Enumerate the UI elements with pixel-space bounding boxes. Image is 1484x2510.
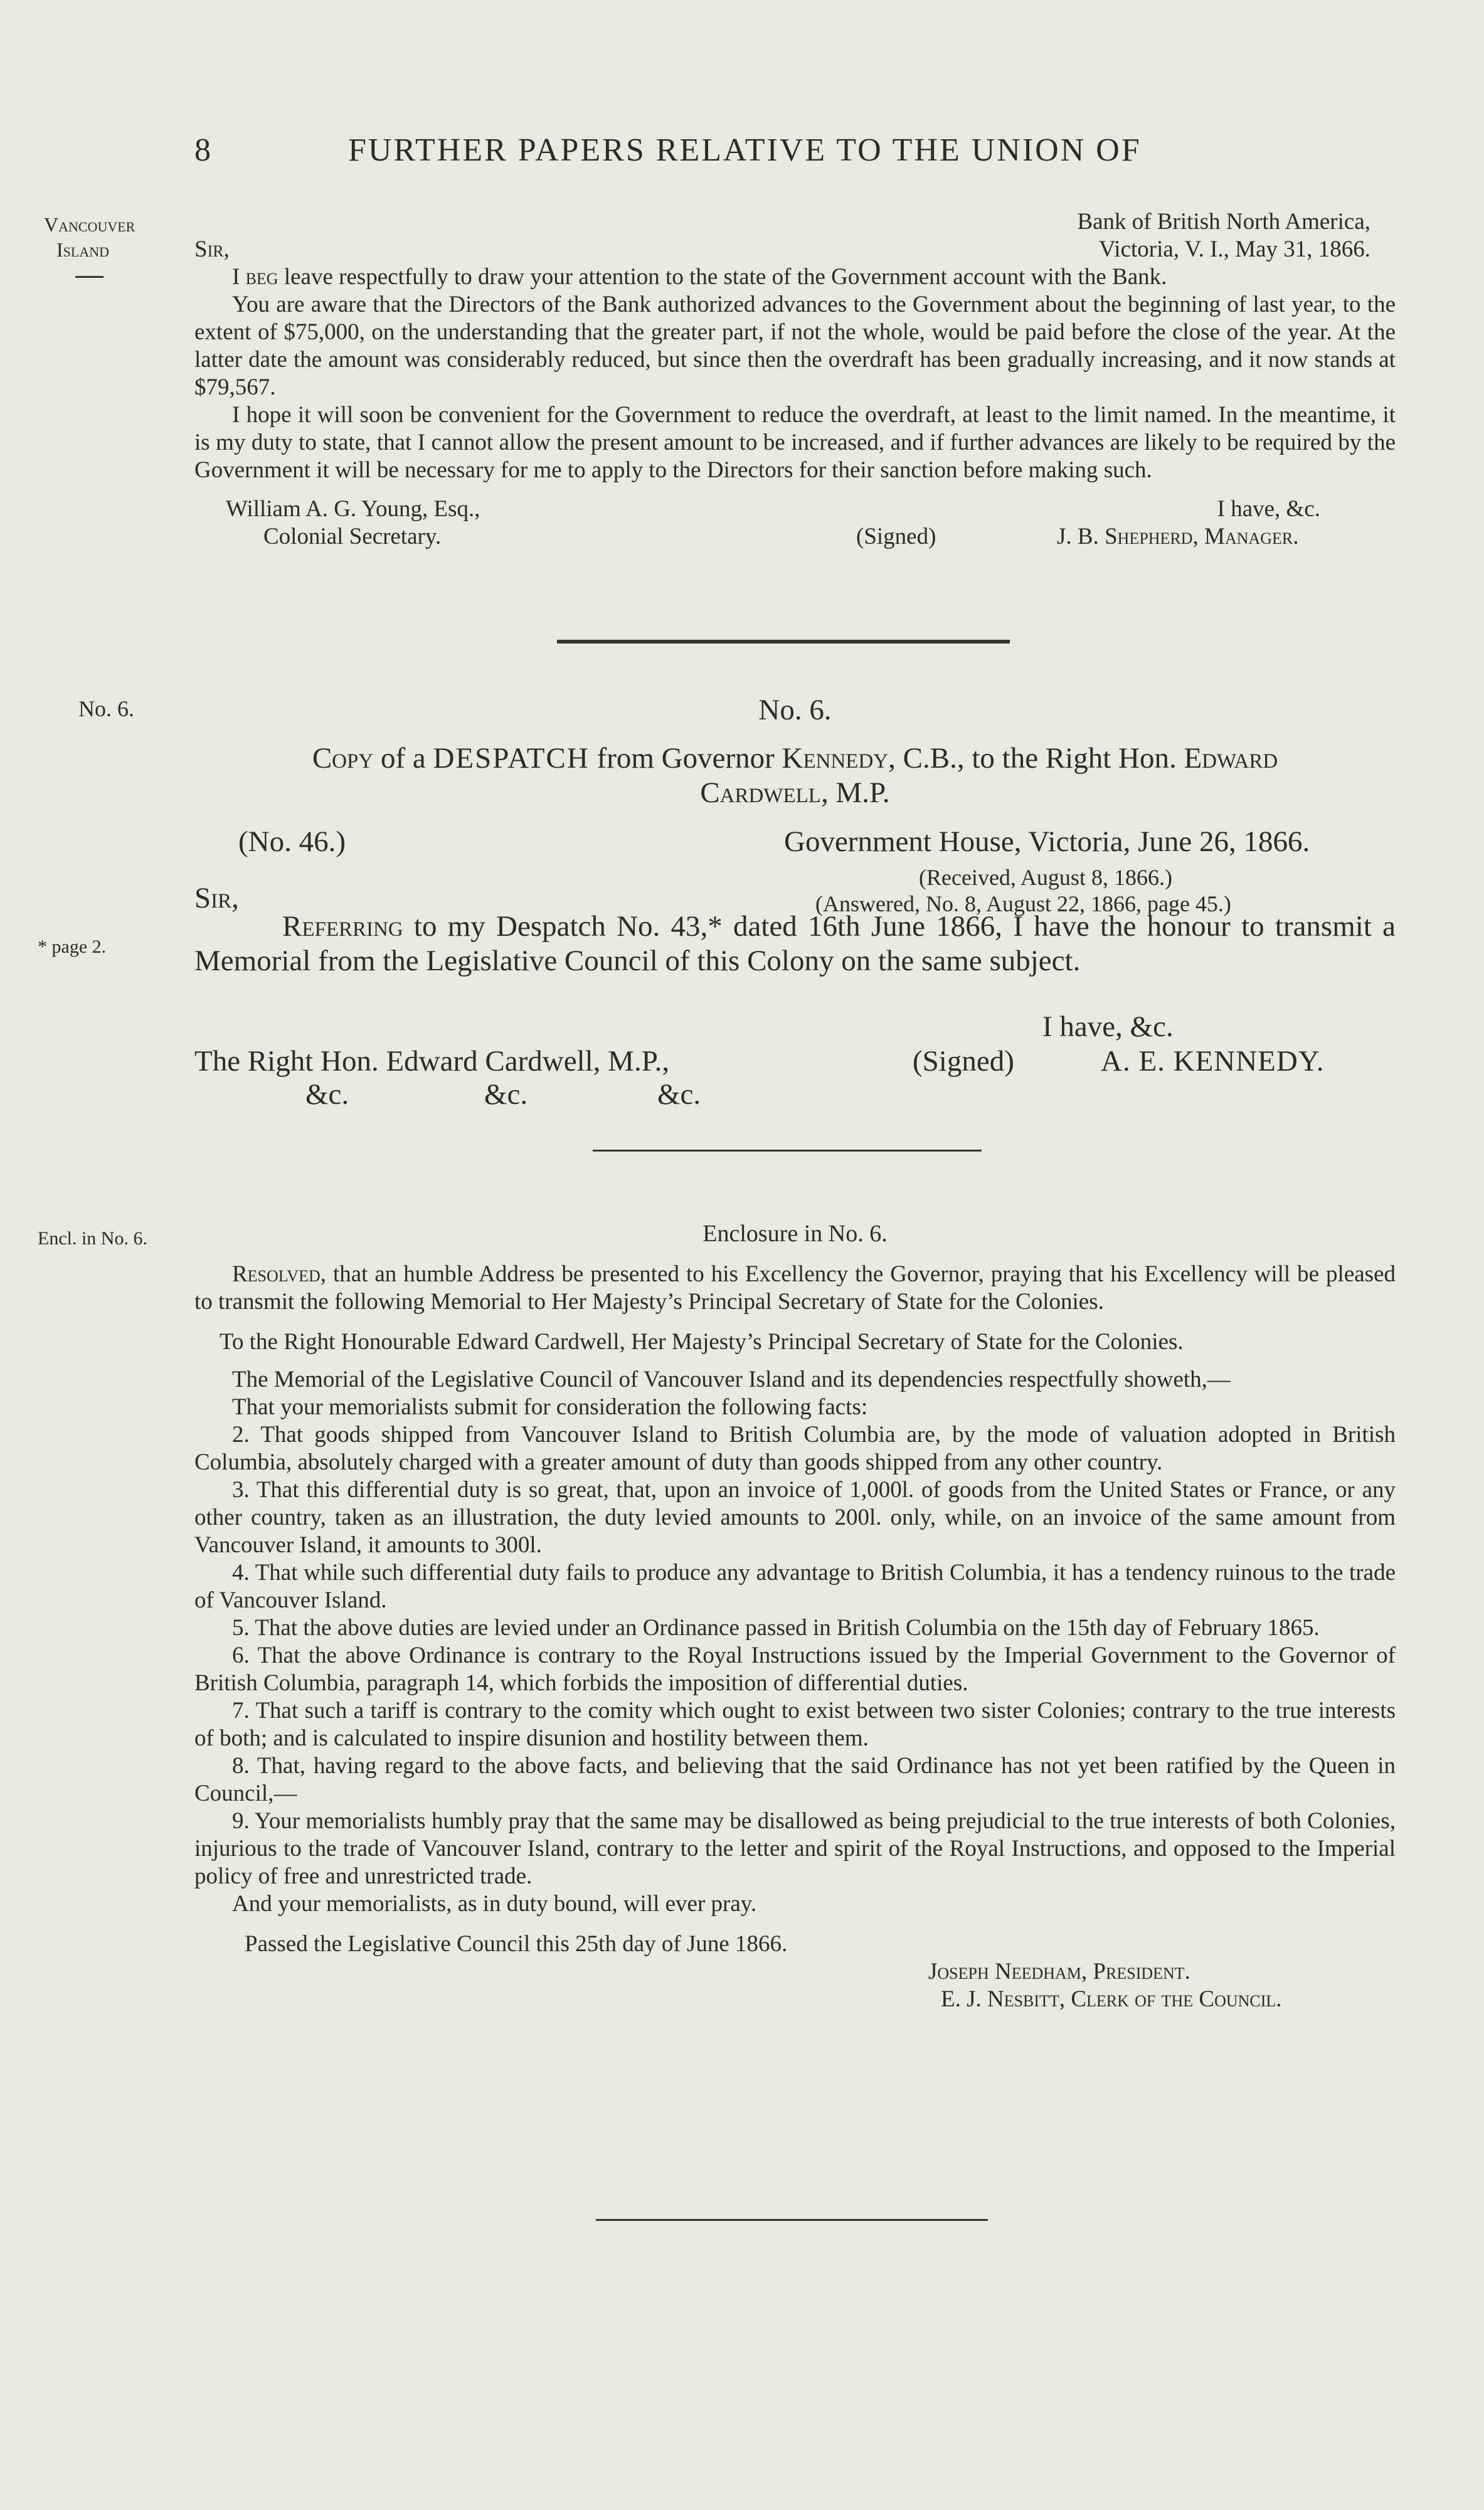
memorial-item: And your memorialists, as in duty bound, will ever pray.	[232, 1891, 757, 1917]
resolved-text: , that an humble Address be presented to his Excellency the Governor, praying that his Excellency will be pleased to transmit the following Memorial to Her Majesty’s Principal Secretary of State for the Colonies.	[194, 1261, 1396, 1315]
memorial-item: 8. That, having regard to the above facts, and believing that the said Ordinance has not yet been ratified by the Queen in Council,—	[194, 1753, 1396, 1806]
memorial-item: 7. That such a tariff is contrary to the comity which ought to exist between two sister Colonies; contrary to the true interests of both; and is calculated to inspire disunion and hostility between them.	[194, 1698, 1396, 1751]
despatch-number: No. 6.	[758, 694, 832, 726]
letter-signer: J. B. Shepherd, Manager.	[1057, 524, 1299, 549]
letter-signed: (Signed)	[856, 524, 936, 549]
despatch-body-text: to my Despatch No. 43,* dated 16th June 1866, I have the honour to transmit a Memorial from the Legislative Council of this Colony on the same subject.	[194, 910, 1396, 977]
resolved-lead: Resolved	[232, 1261, 321, 1287]
memorial-intro: The Memorial of the Legislative Council of Vancouver Island and its dependencies respectfully showeth,—	[232, 1367, 1231, 1392]
despatch-salutation: Sir,	[194, 882, 239, 914]
despatch-signer: A. E. KENNEDY.	[1101, 1045, 1325, 1078]
letter-address-line2: Victoria, V. I., May 31, 1866.	[1098, 236, 1370, 262]
enclosure-body	[194, 1261, 1396, 2013]
memorial-item: 3. That this differential duty is so great, that, upon an invoice of 1,000l. of goods from the United States or France, or any other country, taken as an illustration, the duty levied amounts to 200l. only, while, on an invoice of the same amount from Vancouver Island, it amounts to 300l.	[194, 1477, 1396, 1558]
despatch-received: (Received, August 8, 1866.)	[919, 865, 1172, 890]
despatch-recipient: The Right Hon. Edward Cardwell, M.P.,	[194, 1045, 670, 1078]
letter-recipient-name: William A. G. Young, Esq.,	[226, 496, 480, 522]
running-title: FURTHER PAPERS RELATIVE TO THE UNION OF	[348, 132, 1142, 168]
despatch-etc-1: &c.	[305, 1078, 349, 1111]
margin-note-page2: * page 2.	[38, 936, 107, 957]
title-despatch: DESPATCH	[433, 742, 590, 775]
memorial-item: 2. That goods shipped from Vancouver Island to British Columbia are, by the mode of valuation adopted in British Columbia, absolutely charged with a greater amount of duty than goods shipped from any other country.	[194, 1422, 1396, 1475]
section-rule-3	[596, 2219, 988, 2221]
address-to: To the Right Honourable Edward Cardwell, Her Majesty’s Principal Secretary of State for the Colonies.	[220, 1329, 1184, 1355]
letter-closing: I have, &c.	[1217, 496, 1320, 522]
letter-paragraph-2: You are aware that the Directors of the Bank authorized advances to the Government about the beginning of last year, to the extent of $75,000, on the understanding that the greater part, if not the whole, would be paid before the close of the year. At the latter date the amount was considerably reduced, but since then the overdraft has been gradually increasing, and it now stands at $79,567.	[194, 292, 1396, 400]
despatch-body	[194, 909, 1396, 978]
title-of-a: of a	[373, 742, 433, 775]
memorial-item: 5. That the above duties are levied under an Ordinance passed in British Columbia on the 15th day of February 1865.	[232, 1615, 1320, 1641]
despatch-etc-3: &c.	[657, 1078, 701, 1111]
page-number: 8	[194, 132, 211, 168]
despatch-place: Government House, Victoria, June 26, 1866.	[784, 825, 1310, 858]
signature-clerk: E. J. Nesbitt, Clerk of the Council.	[941, 1986, 1282, 2012]
letter-recipient-title: Colonial Secretary.	[263, 524, 442, 549]
margin-note-enclosure: Encl. in No. 6.	[38, 1228, 147, 1249]
margin-dash	[75, 276, 103, 278]
title-copy: Copy	[312, 742, 374, 775]
signature-president: Joseph Needham, President.	[928, 1959, 1190, 1984]
passed-line: Passed the Legislative Council this 25th day of June 1866.	[245, 1931, 788, 1957]
letter-paragraph-1	[194, 263, 1396, 291]
memorial-item: That your memorialists submit for consideration the following facts:	[232, 1394, 868, 1420]
section-rule-2	[593, 1150, 982, 1152]
title-to: , C.B., to the Right Hon.	[888, 742, 1184, 775]
memorial-items	[194, 1394, 1396, 1918]
memorial-item: 6. That the above Ordinance is contrary to the Royal Instructions issued by the Imperial Government to the Governor of British Columbia, paragraph 14, which forbids the imposition of differential duties.	[194, 1643, 1396, 1696]
margin-note-no6: No. 6.	[78, 696, 134, 721]
letter-lead-word: I beg	[232, 264, 278, 290]
memorial-item: 9. Your memorialists humbly pray that the same may be disallowed as being prejudicial to the true interests of both Colonies, injurious to the trade of Vancouver Island, contrary to the letter and spirit of the Royal Instructions, and opposed to the Imperial policy of free and unrestricted trade.	[194, 1808, 1396, 1889]
despatch-answered: (Answered, No. 8, August 22, 1866, page 45.)	[815, 891, 1231, 916]
title-kennedy: Kennedy	[782, 742, 889, 775]
letter-address-line1: Bank of British North America,	[1077, 209, 1370, 235]
enclosure-heading: Enclosure in No. 6.	[702, 1221, 888, 1247]
title-edward: Edward	[1184, 742, 1278, 775]
letter-paragraph-1-text: leave respectfully to draw your attention to the state of the Government account with the Bank.	[278, 264, 1167, 290]
letter-paragraph-3: I hope it will soon be convenient for the Government to reduce the overdraft, at least to the limit named. In the meantime, it is my duty to state, that I cannot allow the present amount to be increased, and if further advances are likely to be required by the Government it will be necessary for me to apply to the Directors for their sanction before making such.	[194, 402, 1396, 483]
section-rule	[557, 640, 1010, 643]
margin-note-island: Island	[56, 238, 109, 261]
despatch-signed: (Signed)	[913, 1045, 1014, 1078]
despatch-closing: I have, &c.	[1042, 1010, 1174, 1043]
despatch-lead-word: Referring	[282, 910, 403, 943]
title-mp: , M.P.	[820, 776, 890, 809]
title-from: from Governor	[589, 742, 782, 775]
despatch-title	[194, 741, 1396, 810]
margin-note-vancouver: Vancouver	[44, 213, 135, 236]
despatch-ref: (No. 46.)	[238, 825, 346, 858]
title-cardwell: Cardwell	[700, 776, 821, 809]
despatch-etc-2: &c.	[484, 1078, 528, 1111]
letter-salutation: Sir,	[194, 236, 230, 262]
bank-letter	[194, 208, 1396, 553]
memorial-item: 4. That while such differential duty fails to produce any advantage to British Columbia, it has a tendency ruinous to the trade of Vancouver Island.	[194, 1560, 1396, 1613]
